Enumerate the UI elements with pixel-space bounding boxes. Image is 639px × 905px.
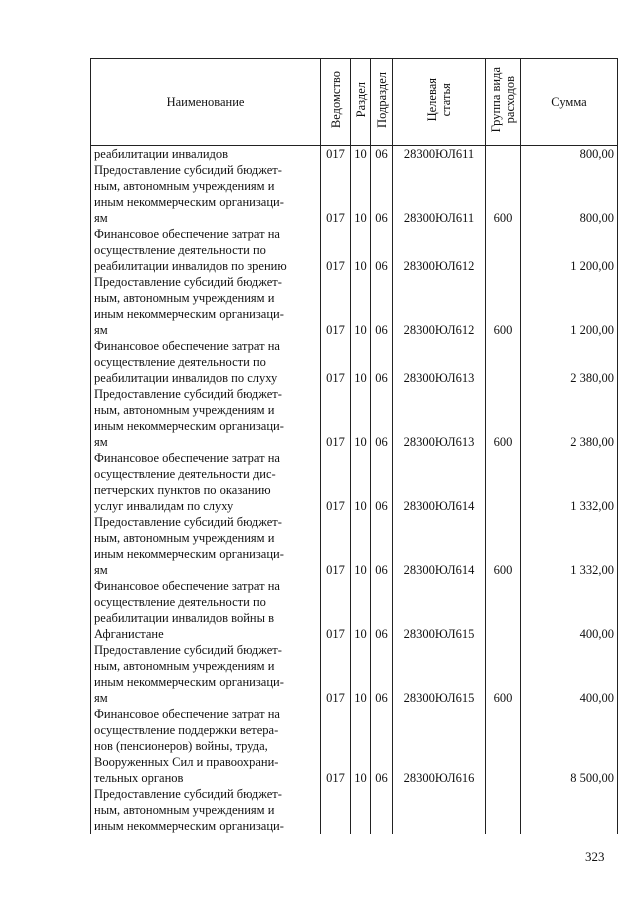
row-name <box>91 578 321 642</box>
row-section: 10 <box>351 514 371 578</box>
table-row <box>91 514 618 578</box>
row-name <box>91 706 321 786</box>
row-name-line: услуг инвалидам по слуху <box>94 499 234 513</box>
row-name-line: Предоставление субсидий бюджет- <box>94 275 282 289</box>
row-department: 017 <box>321 386 351 450</box>
row-expense-group <box>486 226 521 274</box>
header-subsection: Подраздел <box>371 59 393 146</box>
row-sum: 1 332,00 <box>521 514 618 578</box>
header-target-article: Целевая статья <box>393 59 486 146</box>
row-expense-group <box>486 338 521 386</box>
table-row <box>91 162 618 226</box>
row-name-line: ным, автономным учреждениям и <box>94 403 275 417</box>
table-row <box>91 450 618 514</box>
row-target-article <box>393 786 486 834</box>
row-section: 10 <box>351 642 371 706</box>
header-sum: Сумма <box>521 59 618 146</box>
row-department: 017 <box>321 450 351 514</box>
row-name-line: ным, автономным учреждениям и <box>94 179 275 193</box>
row-subsection: 06 <box>371 578 393 642</box>
row-name <box>91 786 321 834</box>
row-department: 017 <box>321 514 351 578</box>
row-name-line: ным, автономным учреждениям и <box>94 291 275 305</box>
row-subsection: 06 <box>371 338 393 386</box>
row-name-line: реабилитации инвалидов по зрению <box>94 259 287 273</box>
row-department: 017 <box>321 146 351 163</box>
row-subsection: 06 <box>371 274 393 338</box>
row-expense-group: 600 <box>486 386 521 450</box>
row-section: 10 <box>351 450 371 514</box>
row-name-line: ным, автономным учреждениям и <box>94 803 275 817</box>
row-subsection: 06 <box>371 706 393 786</box>
row-name <box>91 642 321 706</box>
row-sum: 2 380,00 <box>521 338 618 386</box>
row-name-line: иным некоммерческим организаци- <box>94 195 284 209</box>
row-subsection <box>371 786 393 834</box>
row-expense-group <box>486 450 521 514</box>
row-name-line: ным, автономным учреждениям и <box>94 531 275 545</box>
row-expense-group: 600 <box>486 642 521 706</box>
row-name <box>91 162 321 226</box>
row-department: 017 <box>321 274 351 338</box>
budget-table <box>90 58 618 834</box>
row-department <box>321 786 351 834</box>
row-subsection: 06 <box>371 146 393 163</box>
row-name-line: осуществление поддержки ветера- <box>94 723 279 737</box>
row-name-line: ям <box>94 691 108 705</box>
row-name-line: Финансовое обеспечение затрат на <box>94 579 280 593</box>
row-expense-group <box>486 578 521 642</box>
row-subsection: 06 <box>371 162 393 226</box>
row-expense-group: 600 <box>486 514 521 578</box>
row-name-line: Афганистане <box>94 627 164 641</box>
row-target-article: 28300ЮЛ613 <box>393 338 486 386</box>
row-target-article: 28300ЮЛ611 <box>393 146 486 163</box>
row-name-line: осуществление деятельности по <box>94 355 266 369</box>
header-name: Наименование <box>91 59 321 146</box>
row-section: 10 <box>351 706 371 786</box>
row-name-line: тельных органов <box>94 771 184 785</box>
row-sum: 1 332,00 <box>521 450 618 514</box>
row-sum: 400,00 <box>521 578 618 642</box>
row-department: 017 <box>321 338 351 386</box>
table-row <box>91 146 618 163</box>
row-target-article: 28300ЮЛ615 <box>393 642 486 706</box>
row-name-line: петчерских пунктов по оказанию <box>94 483 271 497</box>
row-target-article: 28300ЮЛ614 <box>393 450 486 514</box>
header-section: Раздел <box>351 59 371 146</box>
row-name-line: нов (пенсионеров) войны, труда, <box>94 739 268 753</box>
row-name-line: Предоставление субсидий бюджет- <box>94 387 282 401</box>
row-name-line: Финансовое обеспечение затрат на <box>94 451 280 465</box>
row-subsection: 06 <box>371 514 393 578</box>
table-row <box>91 338 618 386</box>
row-sum <box>521 786 618 834</box>
row-section: 10 <box>351 226 371 274</box>
row-name <box>91 146 321 163</box>
row-name-line: иным некоммерческим организаци- <box>94 307 284 321</box>
row-subsection: 06 <box>371 386 393 450</box>
table-header-row <box>91 59 618 146</box>
row-name-line: иным некоммерческим организаци- <box>94 675 284 689</box>
row-target-article: 28300ЮЛ615 <box>393 578 486 642</box>
row-department: 017 <box>321 706 351 786</box>
row-name <box>91 386 321 450</box>
row-name-line: осуществление деятельности по <box>94 243 266 257</box>
row-subsection: 06 <box>371 642 393 706</box>
table-row <box>91 706 618 786</box>
row-section: 10 <box>351 338 371 386</box>
header-department: Ведомство <box>321 59 351 146</box>
table-row <box>91 786 618 834</box>
row-sum: 1 200,00 <box>521 226 618 274</box>
table-row <box>91 642 618 706</box>
row-subsection: 06 <box>371 450 393 514</box>
row-name-line: ям <box>94 323 108 337</box>
row-section: 10 <box>351 162 371 226</box>
row-name-line: ям <box>94 211 108 225</box>
page-number: 323 <box>585 849 605 864</box>
row-expense-group <box>486 786 521 834</box>
row-name <box>91 514 321 578</box>
row-name-line: Предоставление субсидий бюджет- <box>94 787 282 801</box>
row-name-line: Финансовое обеспечение затрат на <box>94 227 280 241</box>
row-section: 10 <box>351 578 371 642</box>
row-name-line: иным некоммерческим организаци- <box>94 819 284 833</box>
row-name-line: Финансовое обеспечение затрат на <box>94 339 280 353</box>
row-name-line: ям <box>94 435 108 449</box>
table-body <box>91 146 618 835</box>
table-row <box>91 226 618 274</box>
table-row <box>91 578 618 642</box>
row-department: 017 <box>321 162 351 226</box>
table-row <box>91 274 618 338</box>
row-sum: 800,00 <box>521 146 618 163</box>
row-target-article: 28300ЮЛ613 <box>393 386 486 450</box>
row-name-line: реабилитации инвалидов <box>94 147 229 161</box>
row-sum: 400,00 <box>521 642 618 706</box>
row-sum: 1 200,00 <box>521 274 618 338</box>
row-sum: 800,00 <box>521 162 618 226</box>
row-section: 10 <box>351 386 371 450</box>
row-target-article: 28300ЮЛ611 <box>393 162 486 226</box>
row-section: 10 <box>351 146 371 163</box>
header-expense-group: Группа вида расходов <box>486 59 521 146</box>
row-name-line: Предоставление субсидий бюджет- <box>94 643 282 657</box>
row-name-line: Предоставление субсидий бюджет- <box>94 163 282 177</box>
row-sum: 8 500,00 <box>521 706 618 786</box>
row-target-article: 28300ЮЛ614 <box>393 514 486 578</box>
row-expense-group <box>486 706 521 786</box>
row-sum: 2 380,00 <box>521 386 618 450</box>
row-subsection: 06 <box>371 226 393 274</box>
row-target-article: 28300ЮЛ612 <box>393 226 486 274</box>
row-department: 017 <box>321 226 351 274</box>
row-name <box>91 338 321 386</box>
row-name <box>91 274 321 338</box>
row-expense-group: 600 <box>486 274 521 338</box>
table-row <box>91 386 618 450</box>
row-name-line: иным некоммерческим организаци- <box>94 547 284 561</box>
row-target-article: 28300ЮЛ612 <box>393 274 486 338</box>
row-name-line: реабилитации инвалидов по слуху <box>94 371 278 385</box>
row-name-line: осуществление деятельности дис- <box>94 467 276 481</box>
row-target-article: 28300ЮЛ616 <box>393 706 486 786</box>
row-section: 10 <box>351 274 371 338</box>
row-department: 017 <box>321 642 351 706</box>
row-expense-group <box>486 146 521 163</box>
row-name-line: Вооруженных Сил и правоохрани- <box>94 755 279 769</box>
row-name-line: ям <box>94 563 108 577</box>
row-section <box>351 786 371 834</box>
row-name <box>91 450 321 514</box>
row-name <box>91 226 321 274</box>
row-name-line: реабилитации инвалидов войны в <box>94 611 275 625</box>
row-name-line: Предоставление субсидий бюджет- <box>94 515 282 529</box>
row-department: 017 <box>321 578 351 642</box>
row-name-line: осуществление деятельности по <box>94 595 266 609</box>
row-name-line: Финансовое обеспечение затрат на <box>94 707 280 721</box>
row-expense-group: 600 <box>486 162 521 226</box>
row-name-line: ным, автономным учреждениям и <box>94 659 275 673</box>
row-name-line: иным некоммерческим организаци- <box>94 419 284 433</box>
